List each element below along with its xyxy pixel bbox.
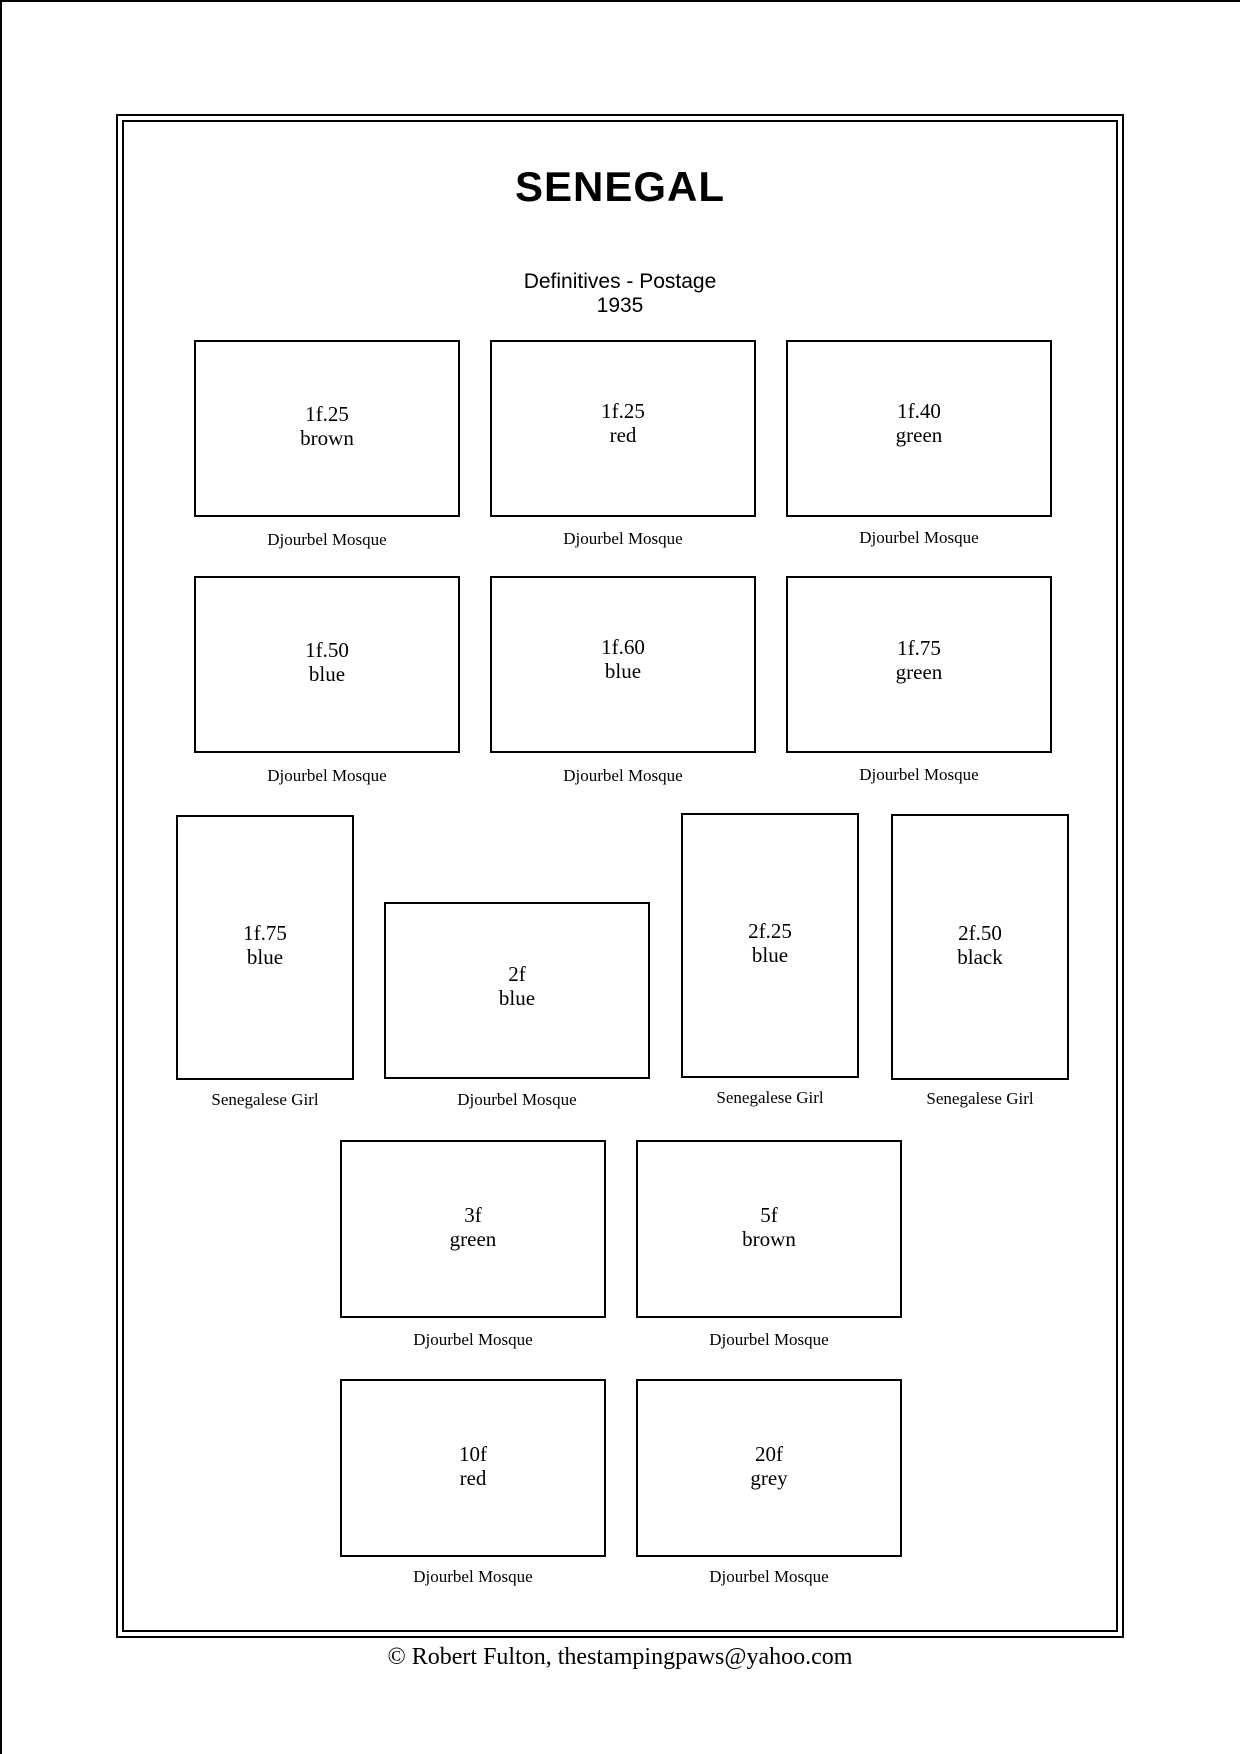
stamp-value: 2f: [508, 962, 526, 986]
stamp-caption: Senegalese Girl: [926, 1089, 1034, 1108]
stamp-space: [176, 815, 354, 1080]
stamp-value: 1f.50: [305, 638, 349, 662]
stamp-value: 1f.60: [601, 635, 645, 659]
stamp-color: blue: [246, 945, 284, 969]
stamp-value: 3f: [464, 1203, 482, 1227]
stamp-value: 1f.25: [305, 402, 349, 426]
stamp-space: [194, 340, 460, 517]
stamp-value: 1f.75: [897, 636, 941, 660]
stamp-value: 2f.25: [748, 919, 792, 943]
stamp-color: brown: [742, 1227, 796, 1251]
stamp-value: 2f.50: [958, 921, 1002, 945]
stamp-value: 1f.75: [243, 921, 287, 945]
stamp-color: red: [609, 423, 637, 447]
stamp-space: [786, 340, 1052, 517]
stamp-caption: Djourbel Mosque: [267, 766, 387, 785]
section-label: Definitives - Postage: [523, 270, 717, 293]
stamp-color: blue: [308, 662, 346, 686]
stamp-value: 10f: [459, 1442, 487, 1466]
stamp-caption: Senegalese Girl: [716, 1088, 824, 1107]
stamp-caption: Djourbel Mosque: [413, 1567, 533, 1586]
stamp-caption: Djourbel Mosque: [859, 528, 979, 547]
stamp-color: red: [459, 1466, 487, 1490]
page-title: SENEGAL: [514, 163, 726, 210]
stamp-value: 20f: [755, 1442, 783, 1466]
stamp-space: [194, 576, 460, 753]
stamp-caption: Djourbel Mosque: [413, 1330, 533, 1349]
stamp-space: [786, 576, 1052, 753]
stamp-value: 1f.25: [601, 399, 645, 423]
stamp-caption: Djourbel Mosque: [563, 766, 683, 785]
stamp-space: [340, 1140, 606, 1318]
stamp-space: [636, 1140, 902, 1318]
copyright-footer: © Robert Fulton, thestampingpaws@yahoo.com: [387, 1644, 853, 1670]
stamp-color: green: [895, 423, 943, 447]
stamp-caption: Djourbel Mosque: [563, 529, 683, 548]
stamp-space: [891, 814, 1069, 1080]
page-subtitle: [0, 270, 1240, 318]
stamp-space: [681, 813, 859, 1078]
stamp-space: [384, 902, 650, 1079]
stamp-space: [490, 576, 756, 753]
stamp-space: [490, 340, 756, 517]
stamp-color: green: [449, 1227, 497, 1251]
stamp-color: blue: [498, 986, 536, 1010]
stamp-caption: Djourbel Mosque: [457, 1090, 577, 1109]
stamp-space: [340, 1379, 606, 1557]
stamp-color: brown: [300, 426, 354, 450]
stamp-caption: Djourbel Mosque: [859, 765, 979, 784]
page-edge-top: [0, 0, 1240, 2]
stamp-color: grey: [750, 1466, 788, 1490]
page-edge-left: [0, 0, 2, 1754]
stamp-caption: Senegalese Girl: [211, 1090, 319, 1109]
stamp-color: black: [957, 945, 1003, 969]
stamp-color: green: [895, 660, 943, 684]
stamp-caption: Djourbel Mosque: [709, 1567, 829, 1586]
year-label: 1935: [596, 294, 644, 317]
stamp-space: [636, 1379, 902, 1557]
stamp-caption: Djourbel Mosque: [267, 530, 387, 549]
stamp-value: 1f.40: [897, 399, 941, 423]
stamp-color: blue: [604, 659, 642, 683]
stamp-value: 5f: [760, 1203, 778, 1227]
stamp-caption: Djourbel Mosque: [709, 1330, 829, 1349]
stamp-color: blue: [751, 943, 789, 967]
